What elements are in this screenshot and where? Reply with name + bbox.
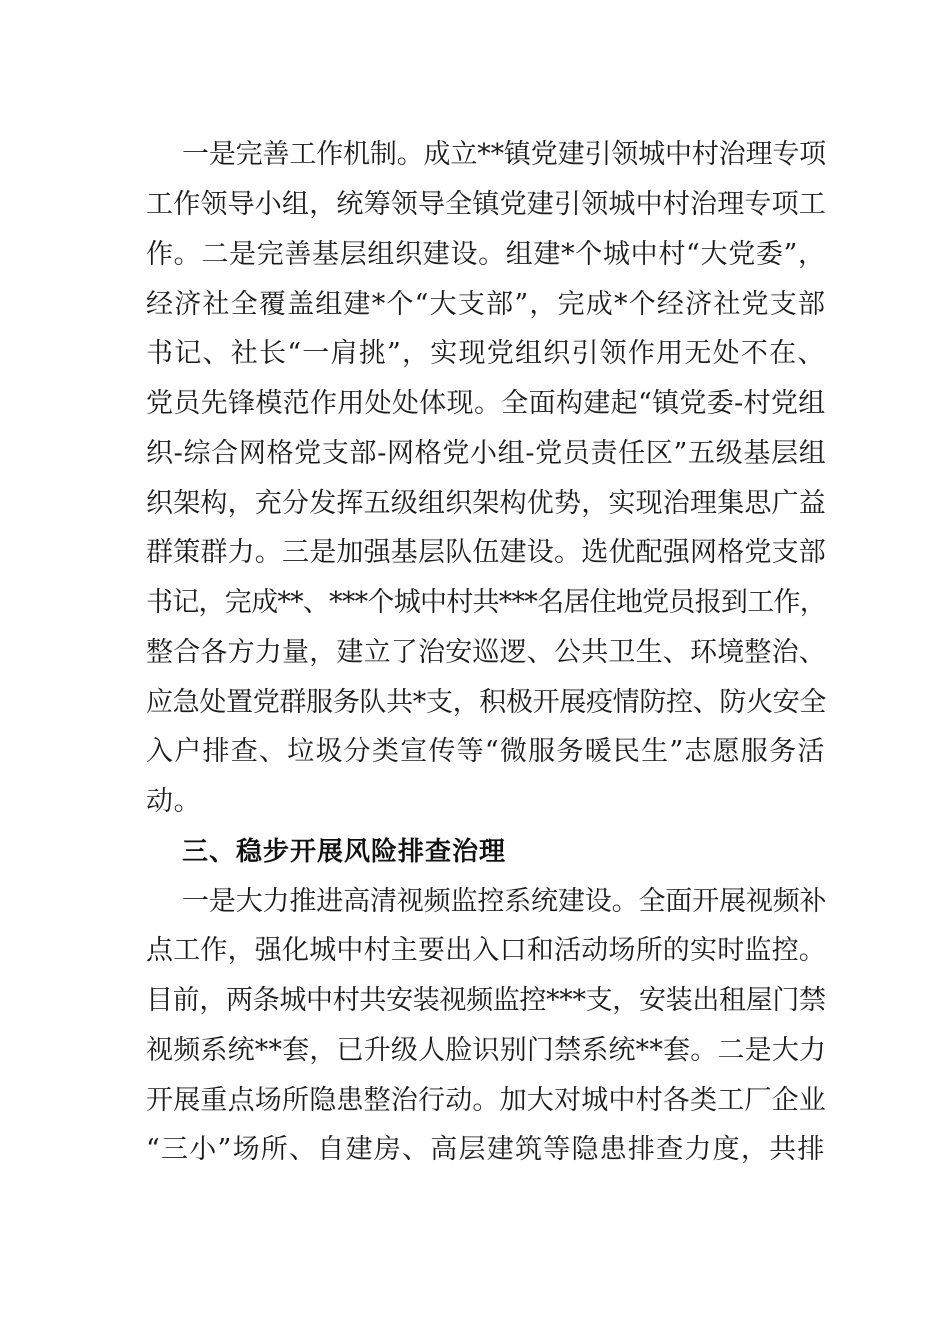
paragraph-line: 作。二是完善基层组织建设。组建*个城中村“大党委”， xyxy=(146,239,826,270)
paragraph-line: 整合各方力量，建立了治安巡逻、公共卫生、环境整治、 xyxy=(146,637,826,668)
paragraph-line: 工作领导小组，统筹领导全镇党建引领城中村治理专项工 xyxy=(146,189,826,220)
paragraph-line: 一是大力推进高清视频监控系统建设。全面开展视频补 xyxy=(182,886,827,917)
paragraph-line: 目前，两条城中村共安装视频监控***支，安装出租屋门禁 xyxy=(146,985,826,1016)
paragraph-line: 书记、社长“一肩挑”，实现党组织引领作用无处不在、 xyxy=(146,338,826,369)
paragraph-line: 党员先锋模范作用处处体现。全面构建起“镇党委-村党组 xyxy=(146,388,826,419)
section-heading: 三、稳步开展风险排查治理 xyxy=(182,837,507,867)
paragraph-line: 织-综合网格党支部-网格党小组-党员责任区”五级基层组 xyxy=(146,438,827,469)
paragraph-line: “三小”场所、自建房、高层建筑等隐患排查力度，共排 xyxy=(146,1134,826,1165)
paragraph-line: 群策群力。三是加强基层队伍建设。选优配强网格党支部 xyxy=(146,537,826,568)
paragraph-line: 一是完善工作机制。成立**镇党建引领城中村治理专项 xyxy=(182,139,826,170)
paragraph-line: 视频系统**套，已升级人脸识别门禁系统**套。二是大力 xyxy=(146,1035,827,1066)
paragraph-line: 经济社全覆盖组建*个“大支部”，完成*个经济社党支部 xyxy=(146,289,827,320)
paragraph-line: 动。 xyxy=(146,786,202,817)
paragraph-line: 书记，完成**、***个城中村共***名居住地党员报到工作， xyxy=(146,587,826,618)
paragraph-line: 入户排查、垃圾分类宣传等“微服务暖民生”志愿服务活 xyxy=(146,736,826,767)
paragraph-line: 点工作，强化城中村主要出入口和活动场所的实时监控。 xyxy=(146,935,826,966)
paragraph-line: 应急处置党群服务队共*支，积极开展疫情防控、防火安全 xyxy=(146,687,827,718)
paragraph-line: 开展重点场所隐患整治行动。加大对城中村各类工厂企业 xyxy=(146,1085,826,1116)
paragraph-line: 织架构，充分发挥五级组织架构优势，实现治理集思广益 xyxy=(146,488,826,519)
